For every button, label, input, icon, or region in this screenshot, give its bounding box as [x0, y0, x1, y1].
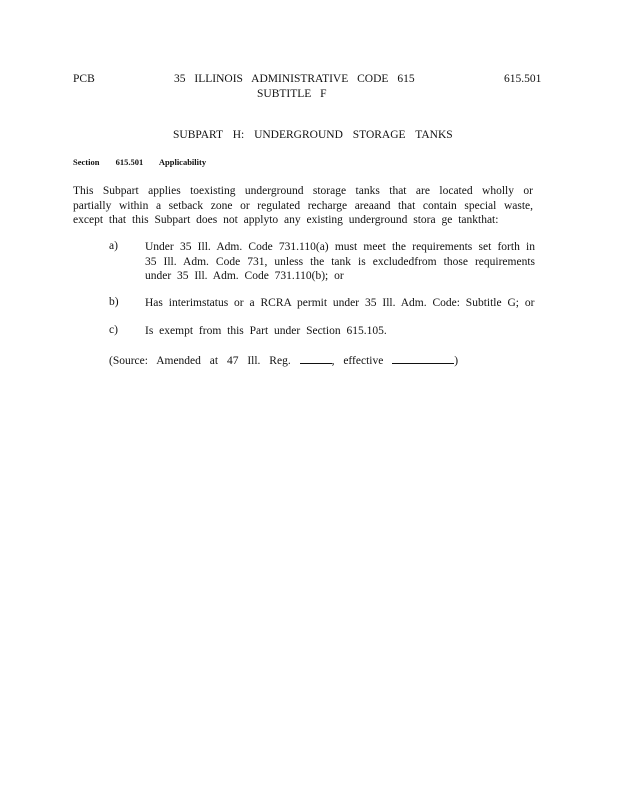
source-prefix: (Source: Amended at 47 Ill. Reg.: [109, 355, 291, 367]
section-title: Applicability: [158, 157, 207, 167]
item-a-label: a): [109, 240, 118, 252]
register-blank: [300, 352, 332, 364]
intro-paragraph: This Subpart applies toexisting underground storage tanks that are located wholly or partially within a setback zone or regulated recharge areaand that contain special waste, except that this Subpart does not applyto any existing underground stora ge tankthat:: [73, 185, 533, 226]
item-c-text: Is exempt from this Part under Section 615.105.: [145, 325, 387, 337]
item-a-text: Under 35 Ill. Adm. Code 731.110(a) must meet the requirements set forth in 35 Ill. Adm. Code 731, unless the tank is excludedfrom those requirements under 35 Ill. Adm. Code 731.110(b); or: [145, 241, 535, 282]
source-note: [109, 352, 458, 367]
section-number: Section 615.501: [73, 157, 144, 167]
source-suffix: ): [454, 355, 459, 367]
header-subtitle: SUBTITLE F: [257, 88, 327, 100]
item-c-label: c): [109, 324, 118, 336]
item-b-text: Has interimstatus or a RCRA permit under 35 Ill. Adm. Code: Subtitle G; or: [145, 297, 535, 309]
effective-date-blank: [392, 352, 454, 364]
subpart-heading: SUBPART H: UNDERGROUND STORAGE TANKS: [173, 129, 453, 141]
header-code-title: 35 ILLINOIS ADMINISTRATIVE CODE 615: [174, 73, 415, 85]
source-middle: , effective: [331, 355, 384, 367]
section-heading: [73, 157, 206, 167]
item-b-label: b): [109, 296, 119, 308]
header-agency: PCB: [73, 73, 95, 85]
header-section-number: 615.501: [504, 73, 542, 85]
